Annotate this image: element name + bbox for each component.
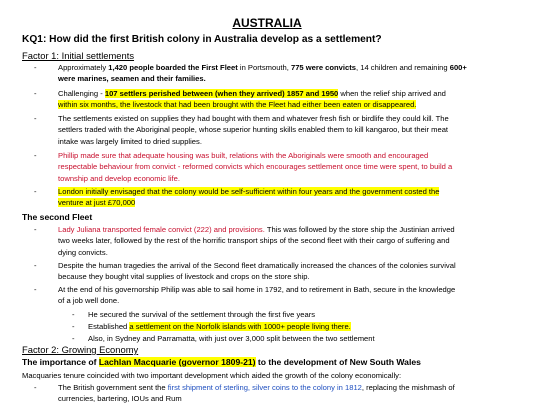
bullet-dash: - (34, 114, 37, 123)
bullet-governorship-end (34, 284, 504, 307)
bullet-challenging (34, 88, 504, 111)
text-line: At the end of his governorship Philip was able to sail home in 1792, and to retirement in Bath, secure in the knowledge (58, 285, 456, 294)
bullet-dash: - (34, 187, 37, 196)
text-span: to the development of New South Wales (255, 357, 421, 367)
highlighted-text: London initially envisaged that the colony would be self-sufficient within four years and the government costed the (58, 187, 440, 196)
highlighted-text: 107 settlers perished between (when they arrived) 1857 and 1950 (104, 89, 339, 98)
text-span: , 14 children and remaining (356, 63, 450, 72)
second-fleet-heading: The second Fleet (22, 212, 93, 222)
text-line: He secured the survival of the settlement through the first five years (88, 310, 316, 319)
text-span: when the relief ship arrived and (338, 89, 446, 98)
text-span: Challenging - (58, 89, 105, 98)
bullet-dash: - (34, 151, 37, 160)
text-span: in Portsmouth, (237, 63, 291, 72)
text-line: respectable behaviour from convict - reformed convicts which encourages settlement once time were spent, to build a (58, 162, 453, 172)
text-span-bold: 600+ (449, 63, 467, 72)
macquarie-importance-heading (22, 357, 421, 367)
text-span-bold: 1,420 people boarded the First Fleet (108, 63, 238, 72)
bullet-dash: - (72, 334, 75, 343)
text-line: settlers traded with the Aboriginal people, whose superior hunting skills enabled them to kill kangaroo, but their meat (58, 125, 449, 135)
key-question: KQ1: How did the first British colony in Australia develop as a settlement? (22, 34, 382, 45)
bullet-human-tragedies (34, 260, 504, 283)
highlighted-text: venture at just £70,000 (58, 198, 136, 208)
text-line: The settlements existed on supplies they had bought with them and whatever fresh fish or birdlife they could kill. The (58, 114, 449, 123)
highlighted-text: within six months, the livestock that had been brought with the Fleet had either been eaten or disappeared. (58, 100, 417, 110)
bullet-dash: - (34, 383, 37, 392)
macquarie-tenure-line: Macquaries tenure coincided with two important development which aided the growth of the colony economically: (22, 371, 402, 380)
bullet-sterling-shipment (34, 382, 504, 405)
red-text: Lady Juliana transported female convict (222) and provisions. (58, 225, 265, 234)
highlighted-text: a settlement on the Norfolk islands with 1000+ people living there. (129, 322, 351, 331)
text-line: currencies, bartering, IOUs and Rum (58, 394, 182, 404)
text-span: This was followed by the store ship the Justinian arrived (264, 225, 455, 234)
text-span: The British government sent the (58, 383, 168, 392)
factor-2-heading: Factor 2: Growing Economy (22, 344, 139, 355)
text-span: The importance of (22, 357, 99, 367)
text-line: two weeks later, followed by the rest of the horrific transport ships of the second fleet with their cargo of suffering and (58, 236, 450, 246)
text-line: because they bought vital supplies of livestock and crops on the store ship. (58, 272, 310, 282)
bullet-first-fleet (34, 62, 504, 85)
text-line: Also, in Sydney and Parramatta, with just over 3,000 split between the two settlement (88, 334, 375, 343)
text-span: Established (88, 322, 130, 331)
bullet-phillip-housing (34, 150, 504, 184)
blue-text: first shipment of sterling, silver coins to the colony in 1812 (167, 383, 362, 392)
text-line: of a job well done. (58, 296, 120, 306)
text-span-bold: were marines, seamen and their families. (58, 74, 206, 84)
page-title: AUSTRALIA (232, 16, 302, 30)
sub-bullet-survival (72, 309, 508, 320)
bullet-supplies (34, 113, 504, 147)
bullet-lady-juliana (34, 224, 504, 258)
sub-bullet-norfolk (72, 321, 508, 332)
text-line: dying convicts. (58, 247, 108, 257)
text-span-bold: 775 were convicts (290, 63, 356, 72)
bullet-london-costs (34, 186, 504, 209)
text-span: Approximately (58, 63, 109, 72)
text-line: Phillip made sure that adequate housing was built, relations with the Aboriginals were smooth and encouraged (58, 151, 429, 160)
bullet-dash: - (34, 63, 37, 72)
bullet-dash: - (34, 285, 37, 294)
highlighted-text: Lachlan Macquarie (governor 1809-21) (98, 357, 256, 367)
bullet-dash: - (34, 225, 37, 234)
bullet-dash: - (72, 322, 75, 331)
bullet-dash: - (34, 89, 37, 98)
text-line: Despite the human tragedies the arrival of the Second fleet dramatically increased the chances of the colonies survival (58, 261, 456, 270)
factor-1-heading: Factor 1: Initial settlements (22, 50, 135, 61)
text-line: intake was largely limited to dried supplies. (58, 136, 202, 146)
text-span: , replacing the mishmash of (361, 383, 455, 392)
bullet-dash: - (34, 261, 37, 270)
text-line: township and develop economic life. (58, 173, 180, 183)
bullet-dash: - (72, 310, 75, 319)
sub-bullet-sydney (72, 333, 508, 344)
